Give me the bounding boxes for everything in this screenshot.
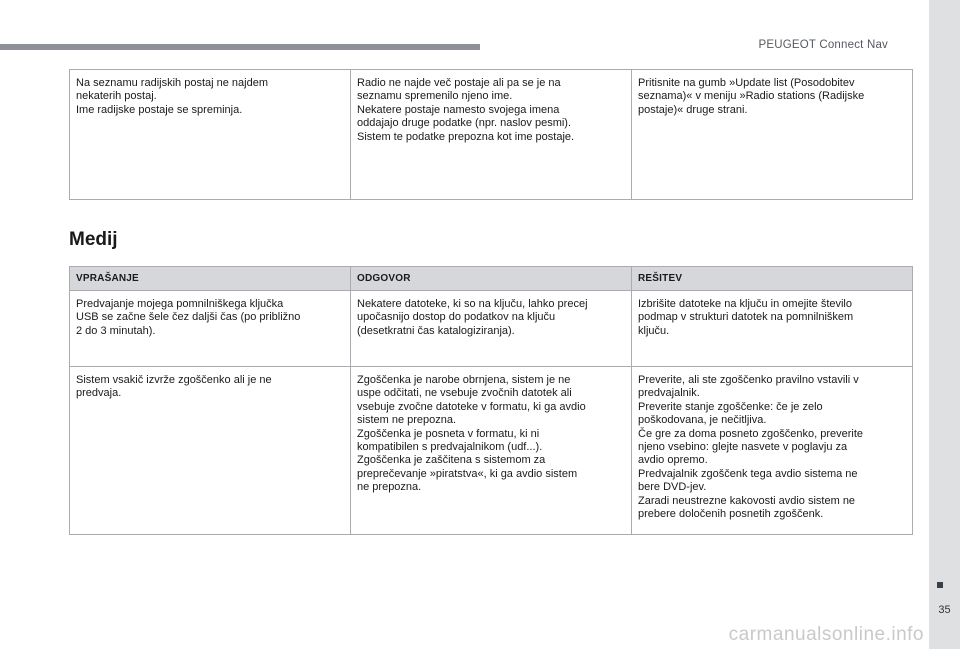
radio-answer-cell: Radio ne najde več postaje ali pa se je na seznamu spremenilo njeno ime. Nekatere postaje namesto svojega imena oddajajo druge podatke (npr. naslov pesmi). Sistem te podatke prepozna kot ime postaje. [351,70,632,200]
question-cell: Sistem vsakič izvrže zgoščenko ali je ne predvaja. [70,367,351,535]
table-header-row [70,267,913,291]
column-header-question: VPRAŠANJE [70,267,351,291]
answer-cell: Zgoščenka je narobe obrnjena, sistem je ne uspe odčitati, ne vsebuje zvočnih datotek ali vsebuje zvočne datoteke v formatu, ki ga avdio sistem ne prepozna. Zgoščenka je posneta v formatu, ki ni kompatibilen s predvajalnikom (udf...). Zgoščenka je zaščitena s sistemom za preprečevanje »piratstva«, ki ga avdio sistem ne prepozna. [351,367,632,535]
section-title: Medij [69,229,118,250]
page-number: 35 [938,604,951,616]
table-row [70,291,913,367]
column-header-answer: ODGOVOR [351,267,632,291]
page-marker-square [937,582,943,588]
column-header-solution: REŠITEV [632,267,913,291]
header-rule [0,44,480,50]
media-table [69,266,913,535]
question-cell: Predvajanje mojega pomnilniškega ključka USB se začne šele čez daljši čas (po približno 2 do 3 minutah). [70,291,351,367]
solution-cell: Izbrišite datoteke na ključu in omejite število podmap v strukturi datotek na pomnilniškem ključu. [632,291,913,367]
side-margin-band [929,0,960,649]
brand-title: PEUGEOT Connect Nav [758,39,888,51]
radio-question-cell: Na seznamu radijskih postaj ne najdem nekaterih postaj. Ime radijske postaje se spreminja. [70,70,351,200]
radio-table [69,69,913,200]
radio-solution-cell: Pritisnite na gumb »Update list (Posodobitev seznama)« v meniju »Radio stations (Radijske postaje)« druge strani. [632,70,913,200]
watermark-text: carmanualsonline.info [728,624,924,645]
table-row [70,367,913,535]
answer-cell: Nekatere datoteke, ki so na ključu, lahko precej upočasnijo dostop do podatkov na ključu (desetkratni čas katalogiziranja). [351,291,632,367]
solution-cell: Preverite, ali ste zgoščenko pravilno vstavili v predvajalnik. Preverite stanje zgoščenke: če je zelo poškodovana, je nečitljiva. Če gre za doma posneto zgoščenko, preverite njeno vsebino: glejte nasvete v poglavju za avdio opremo. Predvajalnik zgoščenk tega avdio sistema ne bere DVD-jev. Zaradi neustrezne kakovosti avdio sistem ne prebere določenih posnetih zgoščenk. [632,367,913,535]
